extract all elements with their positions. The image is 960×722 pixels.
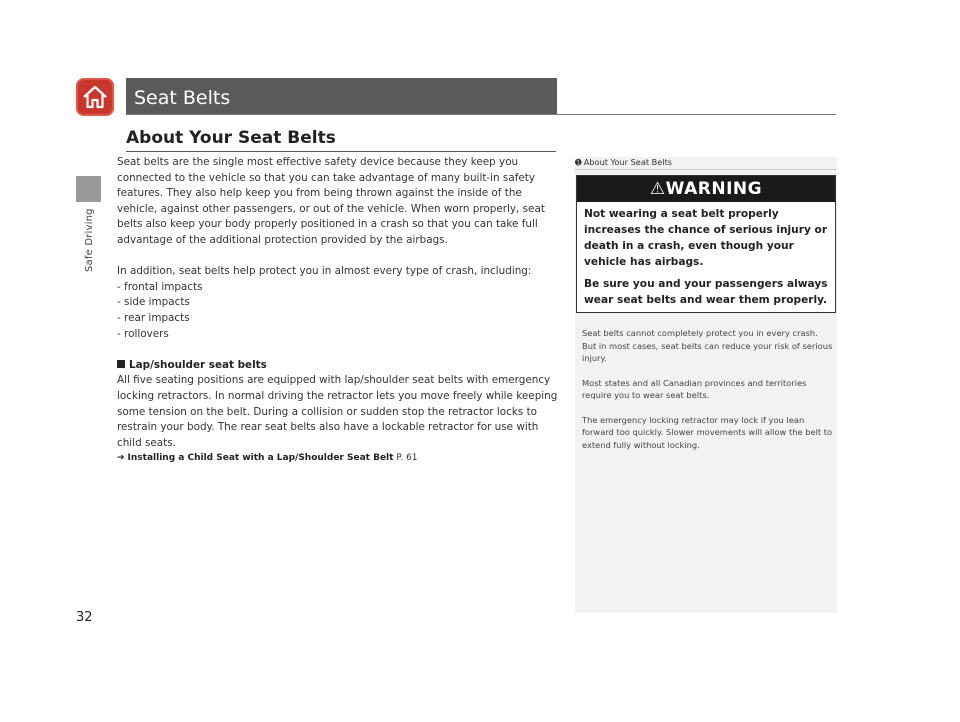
- impact-item: - rear impacts: [117, 311, 190, 324]
- note-icon: ➊: [575, 158, 582, 167]
- sidebar-notes: [582, 327, 834, 463]
- body-line: In addition, seat belts help protect you in almost every type of crash, including:: [117, 265, 532, 278]
- side-chapter-label: Safe Driving: [84, 208, 95, 272]
- cross-reference-link[interactable]: [117, 451, 557, 467]
- impact-item: - rollovers: [117, 327, 169, 340]
- subheading: [117, 358, 557, 374]
- body-line: restrain your body. The rear seat belts also have a lockable retractor for use with: [117, 421, 539, 434]
- body-line: Seat belts are the single most effective safety device because they keep you: [117, 156, 519, 168]
- note-paragraph: The emergency locking retractor may lock if you lean forward too quickly. Slower movements will allow the belt to extend fully without locking.: [582, 414, 833, 450]
- impact-item: - frontal impacts: [117, 280, 203, 293]
- xref-page: P. 61: [396, 453, 418, 464]
- body-line: locking retractors. In normal driving the retractor lets you move freely while keeping: [117, 389, 558, 402]
- home-button[interactable]: [76, 78, 114, 116]
- body-line: advantage of the additional protection provided by the airbags.: [117, 233, 448, 246]
- body-line: vehicle, against other passengers, or out of the vehicle. When worn properly, seat: [117, 202, 545, 215]
- sidebar-panel: [575, 157, 837, 613]
- warning-box: [576, 175, 836, 313]
- warning-icon: ⚠: [649, 179, 666, 199]
- body-line: All five seating positions are equipped with lap/shoulder seat belts with emergency: [117, 374, 551, 387]
- home-icon: [81, 83, 109, 111]
- warning-header: [577, 176, 835, 202]
- warning-text: [584, 206, 830, 308]
- warning-paragraph: Not wearing a seat belt properly increases the chance of serious injury or death in a crash, even though your vehicle has airbags.: [584, 208, 828, 268]
- main-text: [117, 155, 557, 467]
- page-title: Seat Belts: [134, 87, 231, 109]
- body-line: connected to the vehicle so that you can take advantage of many built-in safety: [117, 171, 535, 184]
- sidebar-header: [575, 157, 837, 170]
- square-bullet-icon: [117, 360, 125, 368]
- body-line: belts also keep your body properly positioned in a crash so that you can take full: [117, 218, 538, 231]
- side-tab-marker[interactable]: [76, 176, 101, 202]
- body-line: features. They also help keep you from being thrown against the inside of the: [117, 187, 522, 200]
- body-line: child seats.: [117, 436, 176, 449]
- note-paragraph: Most states and all Canadian provinces and territories require you to wear seat belts.: [582, 377, 807, 400]
- sidebar-header-text: About Your Seat Belts: [583, 157, 673, 167]
- cross-ref-arrow-icon: ➔: [117, 453, 125, 464]
- note-paragraph: Seat belts cannot completely protect you in every crash. But in most cases, seat belts can reduce your risk of serious injury.: [582, 328, 833, 363]
- body-line: some tension on the belt. During a collision or sudden stop the retractor locks to: [117, 405, 538, 418]
- warning-paragraph: Be sure you and your passengers always wear seat belts and wear them properly.: [584, 278, 828, 306]
- title-divider: [126, 114, 836, 115]
- warning-title: WARNING: [665, 179, 763, 199]
- section-title: About Your Seat Belts: [126, 128, 336, 148]
- subheading-text: Lap/shoulder seat belts: [129, 358, 267, 371]
- xref-label: Installing a Child Seat with a Lap/Shoulder Seat Belt: [127, 453, 394, 464]
- impact-item: - side impacts: [117, 296, 190, 309]
- section-divider: [126, 151, 556, 152]
- page-title-bar: [126, 78, 557, 114]
- page-number: 32: [76, 610, 93, 625]
